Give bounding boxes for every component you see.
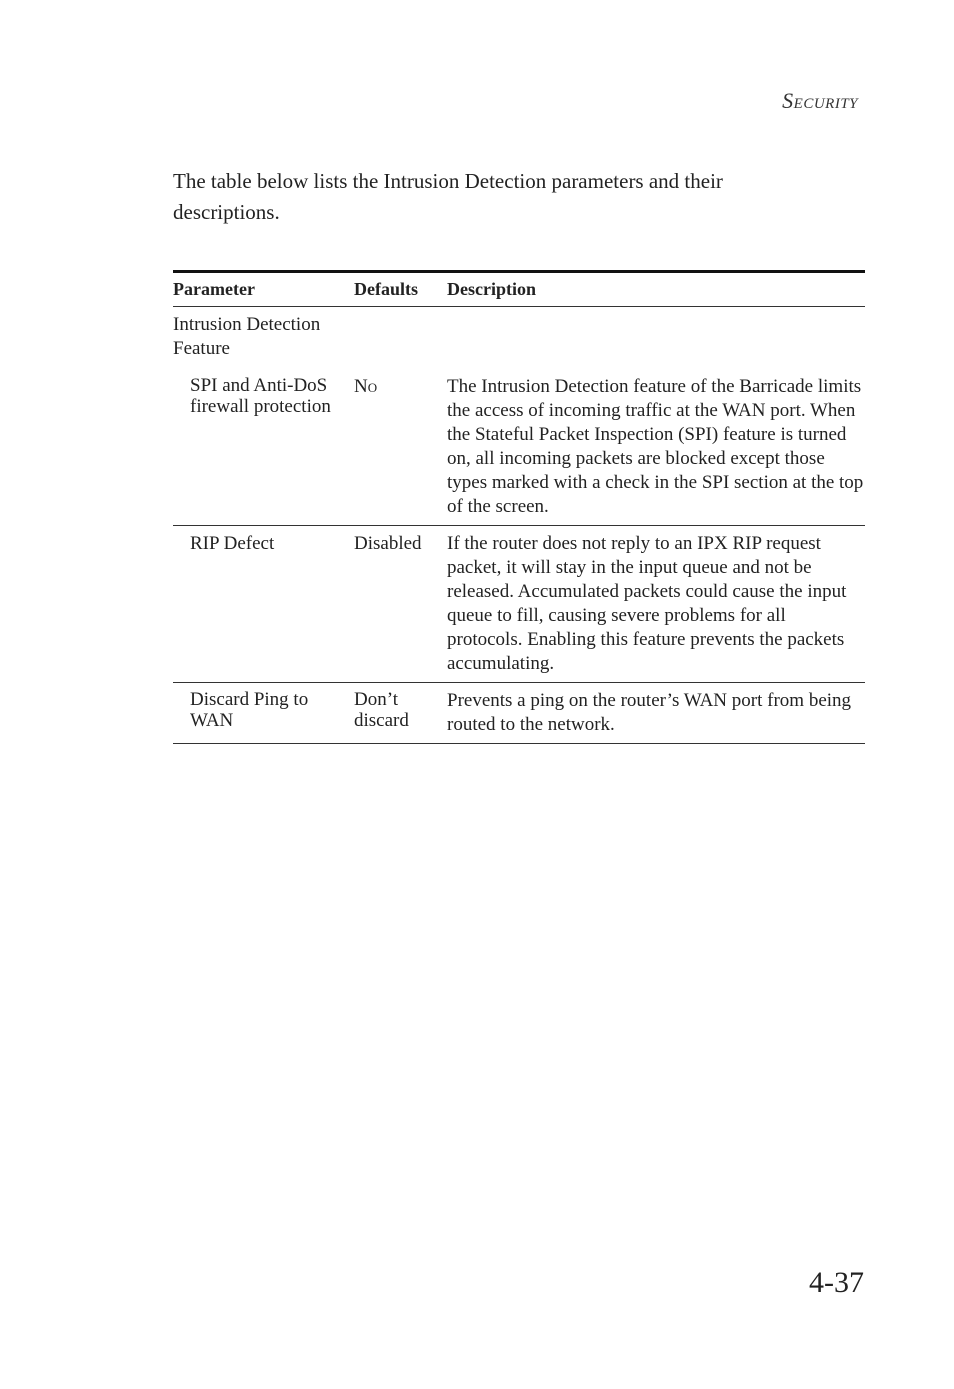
parameter-cell: SPI and Anti-DoS firewall protection [173, 369, 354, 526]
default-cell: Disabled [354, 526, 447, 683]
parameter-table [173, 270, 865, 744]
table-header-row [173, 272, 865, 307]
description-cell: The Intrusion Detection feature of the Barricade limits the access of incoming traffic at the WAN port. When the Stateful Packet Inspection (SPI) feature is turned on, all incoming packets are blocked except those types marked with a check in the SPI section at the top of the screen. [447, 369, 865, 526]
parameter-cell: Discard Ping to WAN [173, 683, 354, 744]
table-row [173, 369, 865, 526]
column-header-defaults: Defaults [354, 272, 447, 307]
section-empty-default [354, 307, 447, 370]
column-header-parameter: Parameter [173, 272, 354, 307]
running-header: Security [782, 88, 858, 113]
table-row [173, 683, 865, 744]
parameter-cell: RIP Defect [173, 526, 354, 683]
section-empty-description [447, 307, 865, 370]
description-cell: Prevents a ping on the router’s WAN port from being routed to the network. [447, 683, 865, 744]
section-label: Intrusion Detection Feature [173, 314, 321, 359]
column-header-description: Description [447, 272, 865, 307]
default-cell: No [354, 369, 447, 526]
table-section-row [173, 307, 865, 370]
default-cell: Don’t discard [354, 683, 447, 744]
table-body [173, 307, 865, 744]
table-row [173, 526, 865, 683]
table-header [173, 272, 865, 307]
page-number: 4-37 [809, 1266, 864, 1299]
description-cell: If the router does not reply to an IPX RIP request packet, it will stay in the input queue and not be released. Accumulated packets could cause the input queue to fill, causing severe problems for all protocols. Enabling this feature prevents the packets accumulating. [447, 526, 865, 683]
intro-paragraph: The table below lists the Intrusion Detection parameters and their descriptions. [173, 169, 723, 224]
